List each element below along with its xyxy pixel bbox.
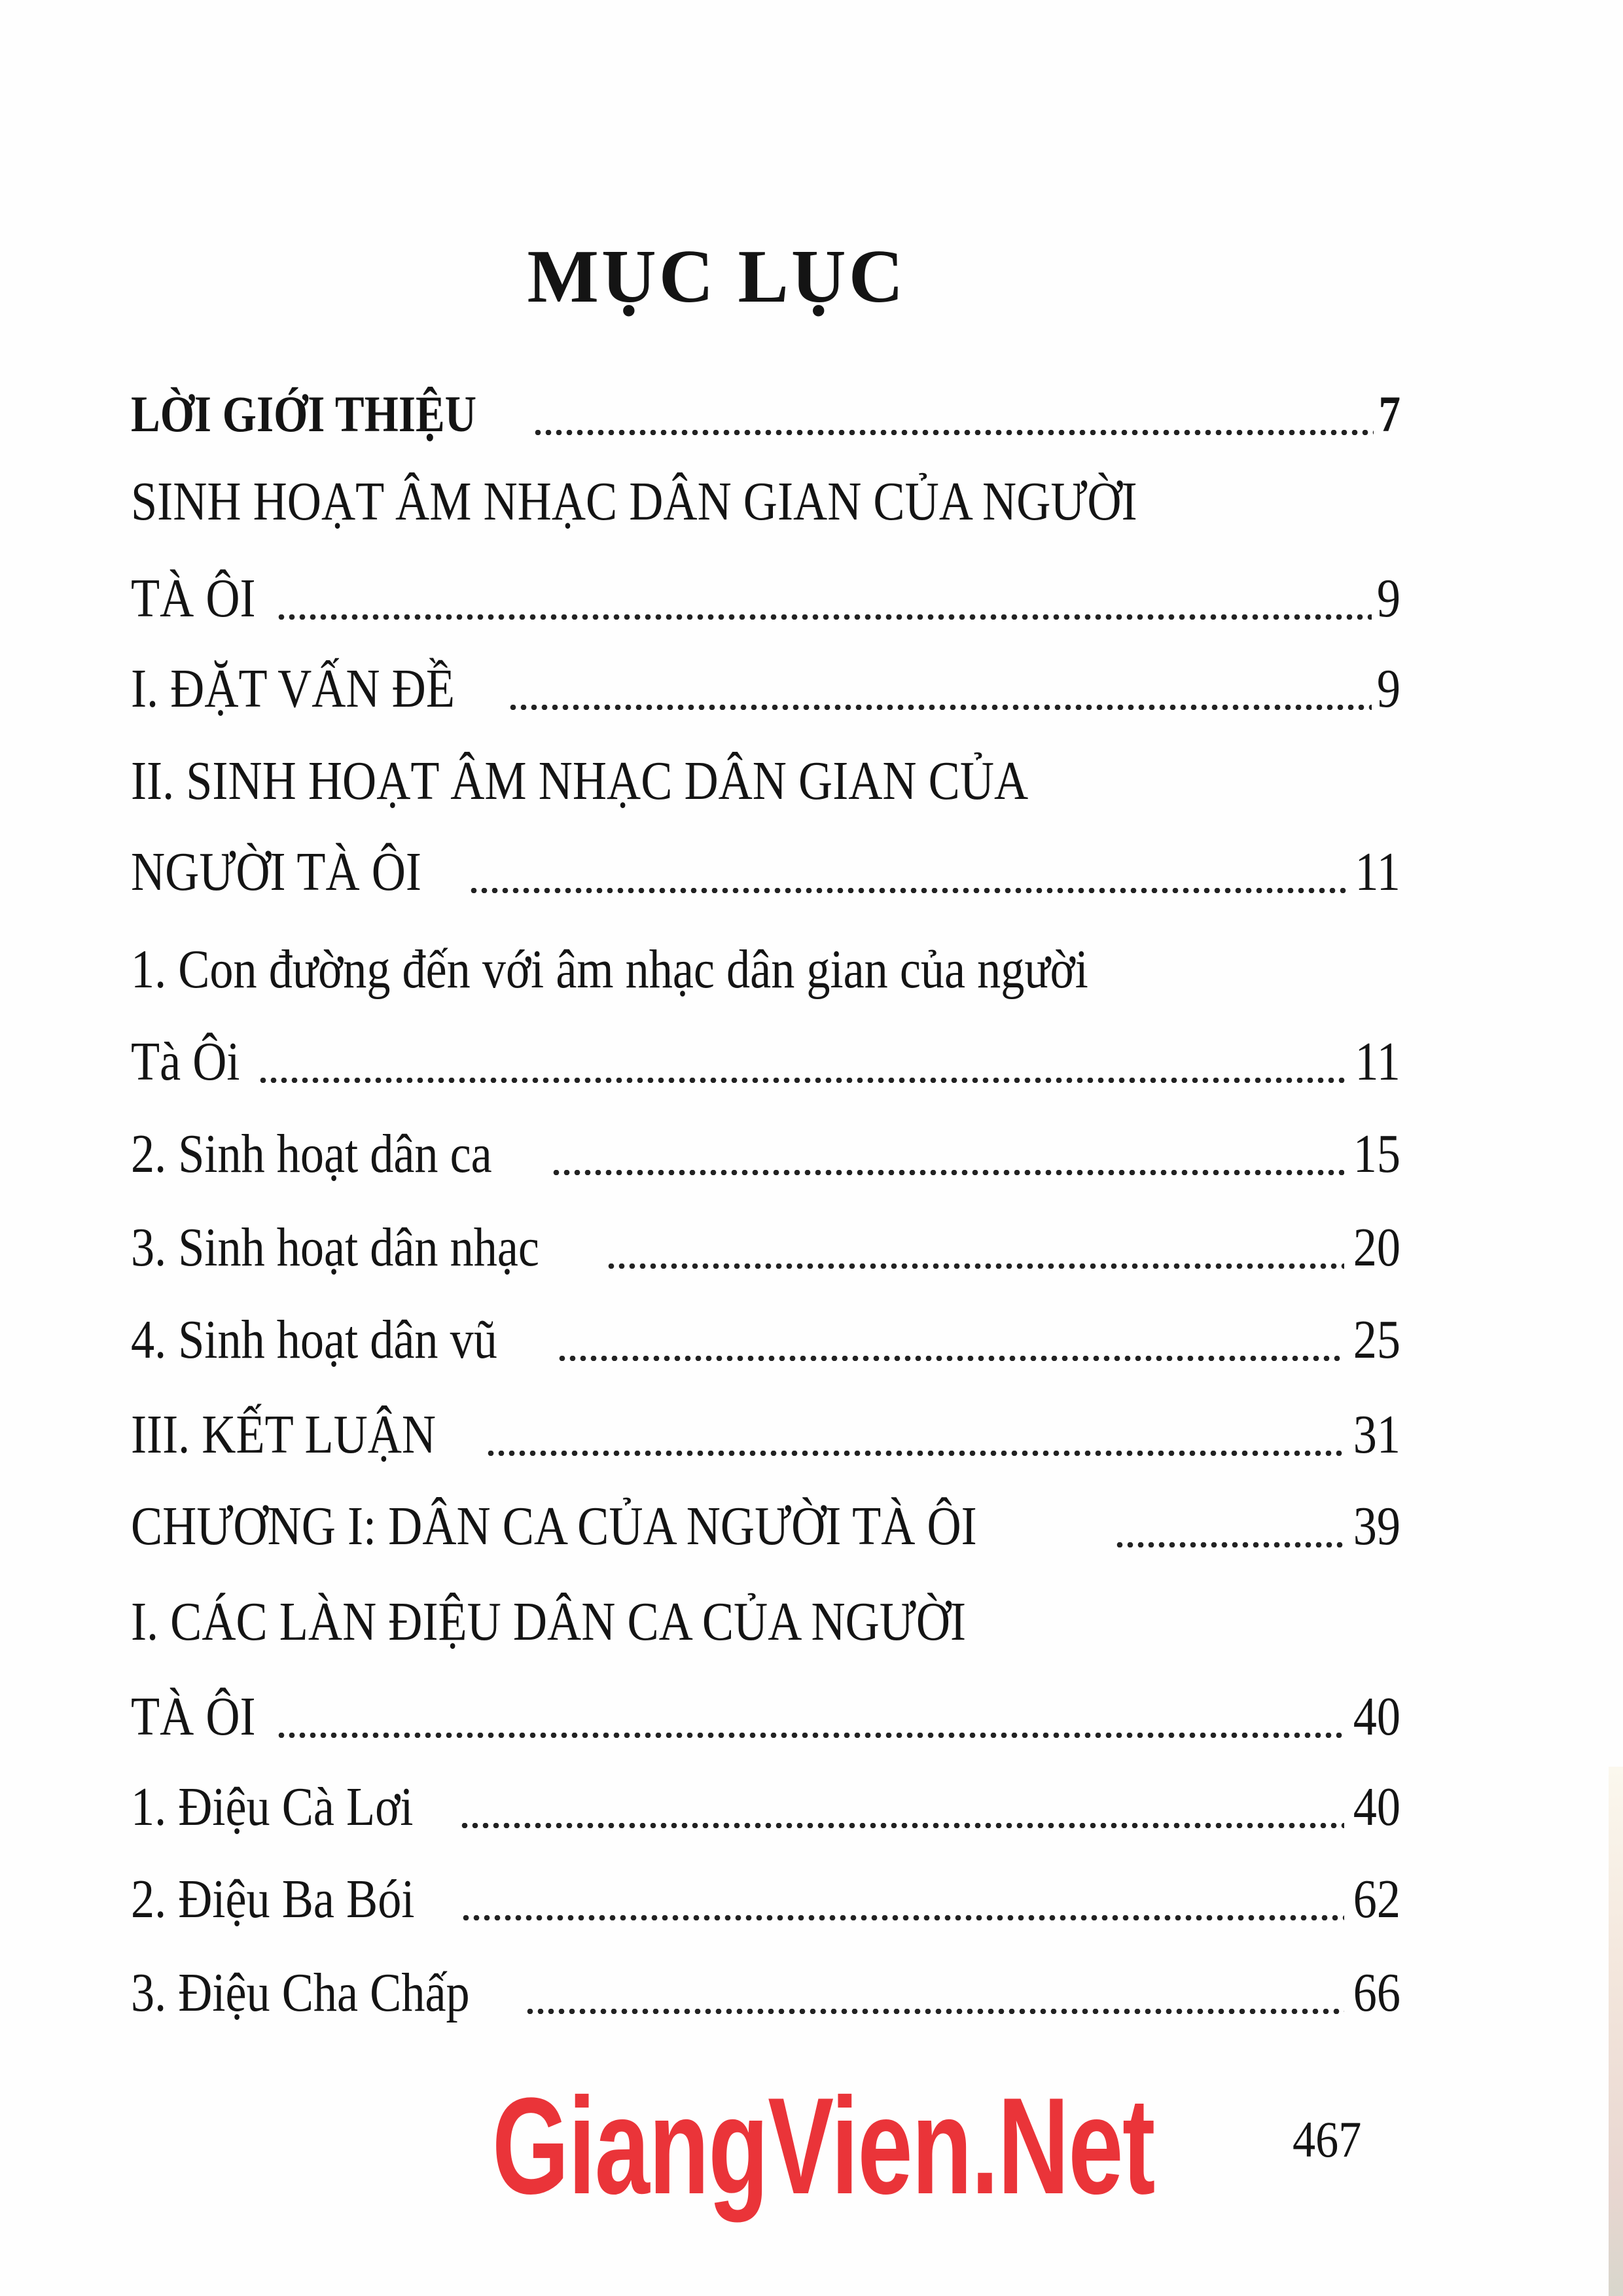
toc-entry[interactable] [131,749,1400,814]
toc-entry-label: Tà Ôi [131,1031,240,1092]
dot-leader [1115,1542,1344,1547]
dot-leader [557,1356,1344,1361]
toc-entry[interactable] [131,1589,1400,1655]
dot-leader [276,1733,1344,1738]
toc-entry[interactable] [131,656,1400,722]
dot-leader [606,1263,1344,1269]
toc-entry-label: 1. Điệu Cà Lơi [131,1776,414,1837]
toc-entry-page: 9 [1376,568,1400,629]
toc-entry-label: CHƯƠNG I: DÂN CA CỦA NGƯỜI TÀ ÔI [131,1496,977,1557]
toc-entry[interactable] [131,1494,1400,1559]
toc-entry-label: I. CÁC LÀN ĐIỆU DÂN CA CỦA NGƯỜI [131,1591,967,1652]
toc-entry[interactable] [131,1402,1400,1468]
page-title: MỤC LỤC [527,234,906,319]
toc-entry-page: 62 [1353,1869,1400,1930]
dot-leader [461,1915,1344,1920]
toc-entry-page: 15 [1353,1123,1400,1184]
toc-entry-label: II. SINH HOẠT ÂM NHẠC DÂN GIAN CỦA [131,751,1029,811]
toc-entry-label: LỜI GIỚI THIỆU [131,385,477,442]
toc-entry-page: 31 [1353,1404,1400,1465]
toc-entry-page: 39 [1353,1496,1400,1557]
toc-entry-label: 2. Sinh hoạt dân ca [131,1123,492,1184]
watermark-logo: GiangVien.Net [492,2069,1154,2223]
toc-entry[interactable] [131,1867,1400,1932]
toc-entry-label: I. ĐẶT VẤN ĐỀ [131,658,455,719]
toc-entry-label: TÀ ÔI [131,1686,256,1747]
dot-leader [533,430,1374,435]
toc-entry-label: 4. Sinh hoạt dân vũ [131,1309,497,1370]
toc-entry[interactable] [131,1122,1400,1187]
toc-entry-page: 25 [1353,1309,1400,1370]
dot-leader [258,1078,1347,1083]
toc-entry-label: NGƯỜI TÀ ÔI [131,841,421,902]
toc-entry-label: 1. Con đường đến với âm nhạc dân gian của người [131,939,1088,1000]
dot-leader [525,2009,1344,2014]
toc-entry[interactable] [131,1029,1400,1095]
toc-entry[interactable] [131,566,1400,631]
page-edge-shadow [1609,1767,1623,2296]
toc-entry-page: 7 [1378,385,1400,442]
toc-entry[interactable] [131,1215,1400,1280]
toc-entry-page: 66 [1353,1962,1400,2023]
toc-entry-label: TÀ ÔI [131,568,256,629]
toc-entry-page: 9 [1376,658,1400,719]
toc-entry-label: III. KẾT LUẬN [131,1404,437,1465]
toc-entry-page: 11 [1355,841,1400,902]
toc-entry-label: SINH HOẠT ÂM NHẠC DÂN GIAN CỦA NGƯỜI [131,471,1137,532]
toc-entry-label: 2. Điệu Ba Bói [131,1869,415,1930]
toc-entry-label: 3. Sinh hoạt dân nhạc [131,1217,539,1278]
toc-entry[interactable] [131,1307,1400,1373]
toc-entry-page: 20 [1353,1217,1400,1278]
toc-entry[interactable] [131,381,1400,447]
toc-entry[interactable] [131,937,1400,1002]
dot-leader [276,614,1372,620]
dot-leader [551,1170,1344,1175]
toc-entry[interactable] [131,1960,1400,2026]
dot-leader [469,888,1346,893]
toc-entry-page: 11 [1355,1031,1400,1092]
toc-entry-page: 40 [1353,1686,1400,1747]
toc-entry[interactable] [131,469,1400,535]
page-number: 467 [1293,2111,1362,2168]
toc-entry-page: 40 [1353,1776,1400,1837]
dot-leader [486,1451,1344,1456]
toc-entry[interactable] [131,1684,1400,1750]
dot-leader [459,1823,1344,1828]
toc-entry[interactable] [131,1775,1400,1840]
toc-entry[interactable] [131,839,1400,905]
toc-entry-label: 3. Điệu Cha Chấp [131,1962,470,2023]
dot-leader [508,705,1372,710]
